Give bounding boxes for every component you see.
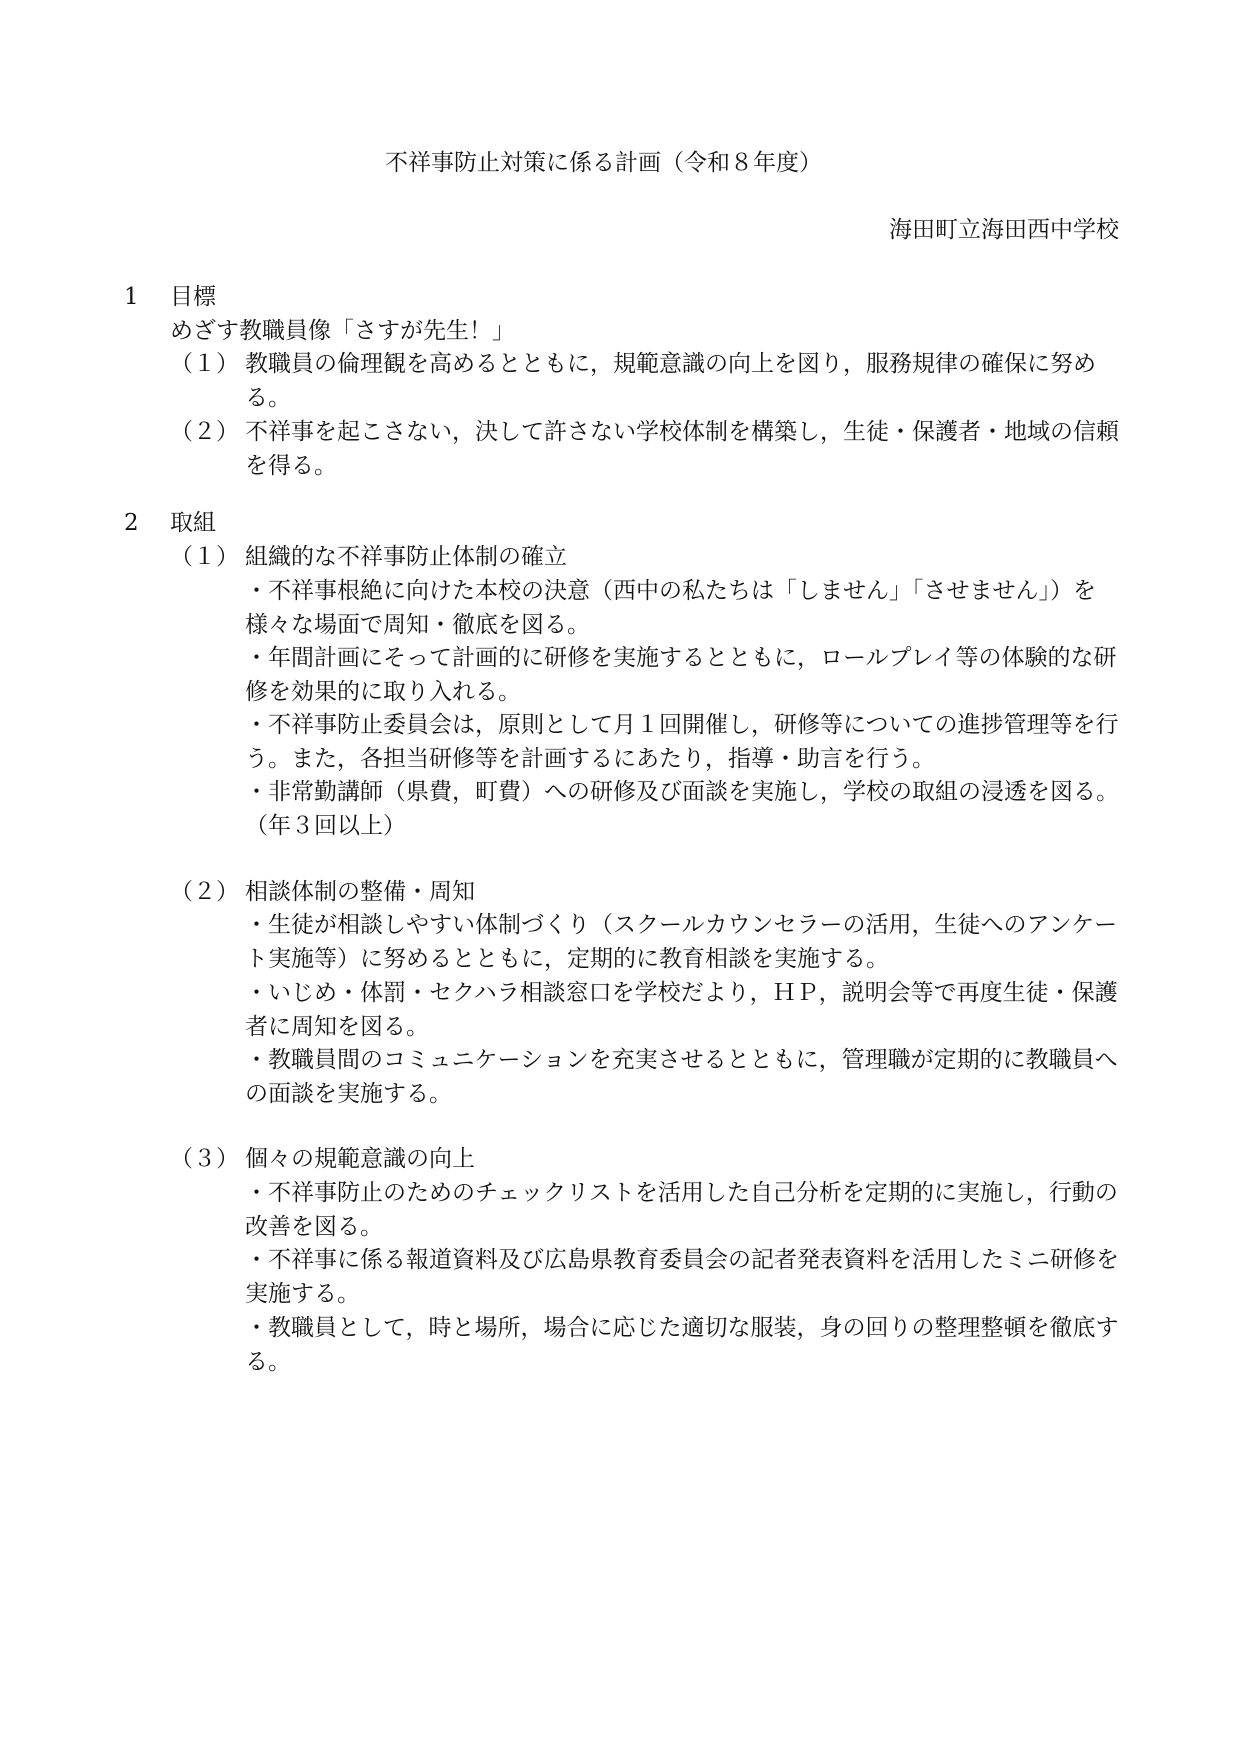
goal-text: 教職員の倫理観を高めるとともに，規範意識の向上を図り，服務規律の確保に努める。	[245, 351, 1096, 411]
goal-label: （２）	[170, 419, 239, 445]
bullet-item: ・不祥事に係る報道資料及び広島県教育委員会の記者発表資料を活用したミニ研修を実施する。	[245, 1247, 1119, 1307]
school-name: 海田町立海田西中学校	[889, 217, 1119, 243]
subsection-label: （１）	[170, 544, 239, 570]
document-title: 不祥事防止対策に係る計画（令和８年度）	[385, 150, 822, 176]
bullet-item: ・非常勤講師（県費，町費）への研修及び面談を実施し，学校の取組の浸透を図る。（年３回以上）	[245, 779, 1119, 839]
subsection-title: 個々の規範意識の向上	[245, 1146, 475, 1172]
section-number: 2	[124, 510, 139, 536]
bullet-item: ・生徒が相談しやすい体制づくり（スクールカウンセラーの活用，生徒へのアンケート実施等）に努めるとともに，定期的に教育相談を実施する。	[245, 912, 1118, 972]
bullet-item: ・不祥事防止委員会は，原則として月１回開催し，研修等についての進捗管理等を行う。また，各担当研修等を計画するにあたり，指導・助言を行う。	[245, 712, 1119, 772]
goal-text: 不祥事を起こさない，決して許さない学校体制を構築し，生徒・保護者・地域の信頼を得る。	[245, 419, 1119, 479]
bullet-item: ・いじめ・体罰・セクハラ相談窓口を学校だより，ＨＰ，説明会等で再度生徒・保護者に周知を図る。	[245, 980, 1118, 1040]
bullet-item: ・教職員として，時と場所，場合に応じた適切な服装，身の回りの整理整頓を徹底する。	[245, 1315, 1119, 1375]
section-title: 目標	[170, 284, 216, 310]
subsection-title: 組織的な不祥事防止体制の確立	[245, 544, 567, 570]
bullet-item: ・年間計画にそって計画的に研修を実施するとともに，ロールプレイ等の体験的な研修を効果的に取り入れる。	[245, 645, 1117, 705]
section-number: 1	[124, 284, 139, 310]
bullet-item: ・不祥事根絶に向けた本校の決意（西中の私たちは「しません」「させません」）を様々な場面で周知・徹底を図る。	[245, 578, 1096, 638]
subsection-label: （２）	[170, 879, 239, 905]
bullet-item: ・教職員間のコミュニケーションを充実させるとともに，管理職が定期的に教職員への面談を実施する。	[245, 1047, 1118, 1107]
goal-label: （１）	[170, 351, 239, 377]
bullet-item: ・不祥事防止のためのチェックリストを活用した自己分析を定期的に実施し，行動の改善を図る。	[245, 1180, 1118, 1240]
subsection-title: 相談体制の整備・周知	[245, 879, 475, 905]
subsection-label: （３）	[170, 1146, 239, 1172]
section-title: 取組	[170, 510, 216, 536]
motto: めざす教職員像「さすが先生！」	[170, 318, 515, 344]
